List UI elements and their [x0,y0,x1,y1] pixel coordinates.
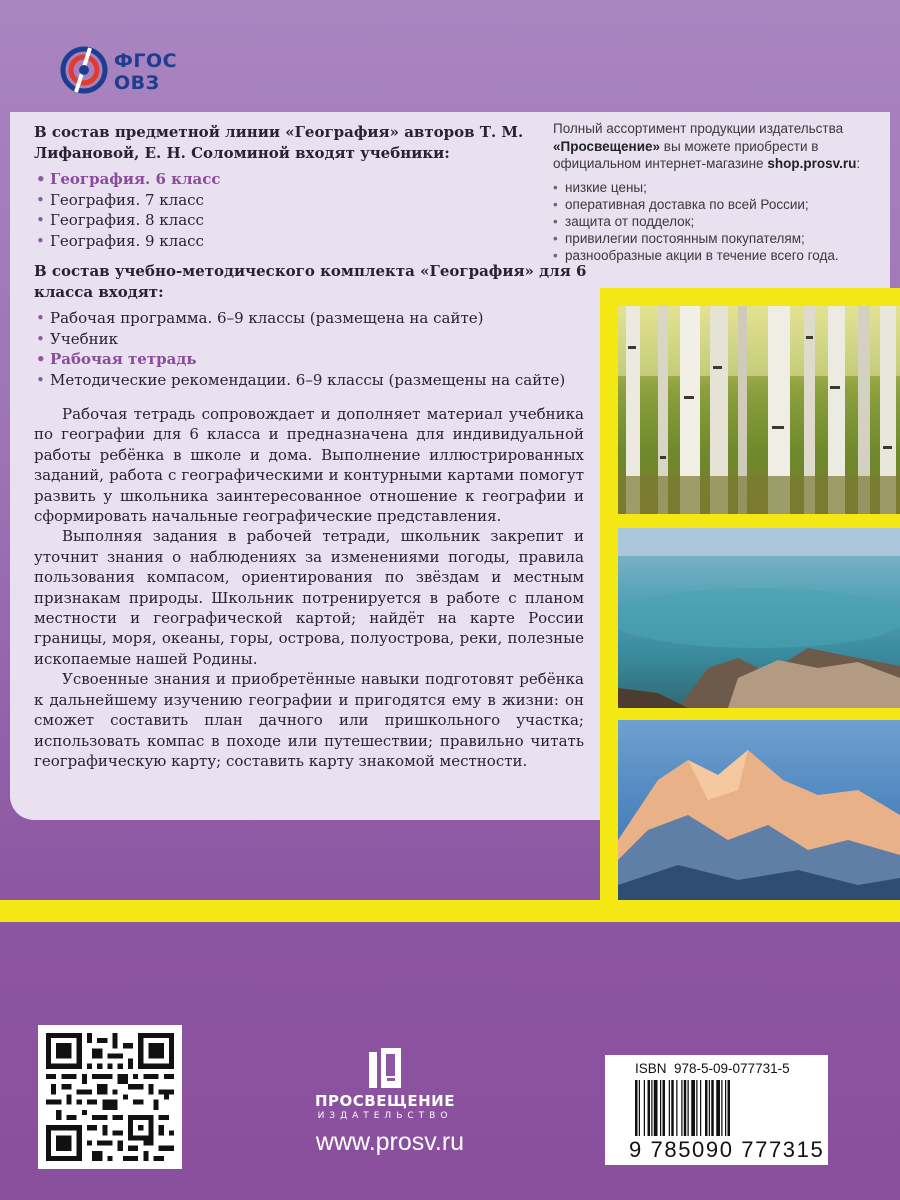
shop-intro: Полный ассортимент продукции издательства «Просвещение» вы можете приобрести в официальном интернет-магазине shop.prosv.ru: [553,121,861,171]
barcode-digits: 9 785090 777315 [629,1137,825,1162]
sea-coast-photo [618,528,900,708]
publisher-logo-block [295,1048,475,1121]
qr-code-icon [46,1033,174,1161]
shop-info [553,120,883,265]
publisher-subtitle: ИЗДАТЕЛЬСТВО [317,1111,453,1121]
perk-item: • защита от подделок; [553,213,883,230]
perk-item: • низкие цены; [553,179,883,196]
kit-item: • Рабочая тетрадь [34,349,594,370]
isbn-barcode-block [605,1055,828,1165]
barcode-icon [635,1080,805,1136]
isbn-number: ISBN 978-5-09-077731-5 [635,1061,790,1076]
left-column [34,122,594,771]
series-books-list [34,169,594,251]
mountains-photo [618,720,900,900]
series-heading: В состав предметной линии «География» авторов Т. М. Лифановой, Е. Н. Соломиной входят учебники: [34,123,524,162]
badge-line-1: ФГОС [114,50,178,72]
birch-forest-photo [618,306,900,514]
perk-item: • разнообразные акции в течение всего года. [553,247,883,264]
publisher-logo-icon [367,1048,403,1088]
publisher-url[interactable]: www.prosv.ru [315,1128,465,1156]
publisher-name: ПРОСВЕЩЕНИЕ [315,1092,455,1110]
badge-line-2: ОВЗ [114,72,160,94]
qr-code[interactable] [38,1025,182,1169]
fgos-ovz-badge [60,40,190,104]
book-item: • География. 7 класс [34,190,594,211]
yellow-divider-bar [0,900,900,922]
photo-strip [600,288,900,900]
perk-item: • привилегии постоянным покупателям; [553,230,883,247]
kit-items-list [34,308,594,390]
description-paragraph: Рабочая тетрадь сопровождает и дополняет материал учебника по географии для 6 класса и предназначена для индивидуальной работы ребёнка в школе и дома. Выполнение иллюстрированных заданий, работа с географическими и контурными картами помогут развить у школьника заинтересованное отношение к географии и сформировать начальные географические представления. [34,405,584,526]
shop-site-link[interactable]: shop.prosv.ru [767,156,857,171]
kit-item: • Рабочая программа. 6–9 классы (размещена на сайте) [34,308,594,329]
shop-perks-list [553,179,883,265]
kit-item: • Учебник [34,329,594,350]
publisher-name-inline: «Просвещение» [553,138,661,154]
fgos-logo-icon [60,40,110,100]
book-item: • География. 8 класс [34,210,594,231]
book-item: • География. 9 класс [34,231,594,252]
description-paragraph: Выполняя задания в рабочей тетради, школьник закрепит и уточнит знания о наблюдениях за изменениями погоды, правила пользования компасом, ориентирования по звёздам и местным признакам природы. Школьник потренируется в работе с планом местности и географической картой; найдёт на карте России границы, моря, океаны, горы, острова, полуострова, реки, полезные ископаемые нашей Родины. [34,527,584,668]
book-item: • География. 6 класс [34,169,594,190]
kit-item: • Методические рекомендации. 6–9 классы (размещены на сайте) [34,370,594,391]
kit-heading: В состав учебно-методического комплекта «География» для 6 класса входят: [34,262,587,301]
description-paragraph: Усвоенные знания и приобретённые навыки подготовят ребёнка к дальнейшему изучению географии и пригодятся ему в жизни: он сможет составить план дачного или пришкольного участка; использовать компас в походе или путешествии; правильно читать географическую карту; составить карту знакомой местности. [34,670,584,770]
perk-item: • оперативная доставка по всей России; [553,196,883,213]
